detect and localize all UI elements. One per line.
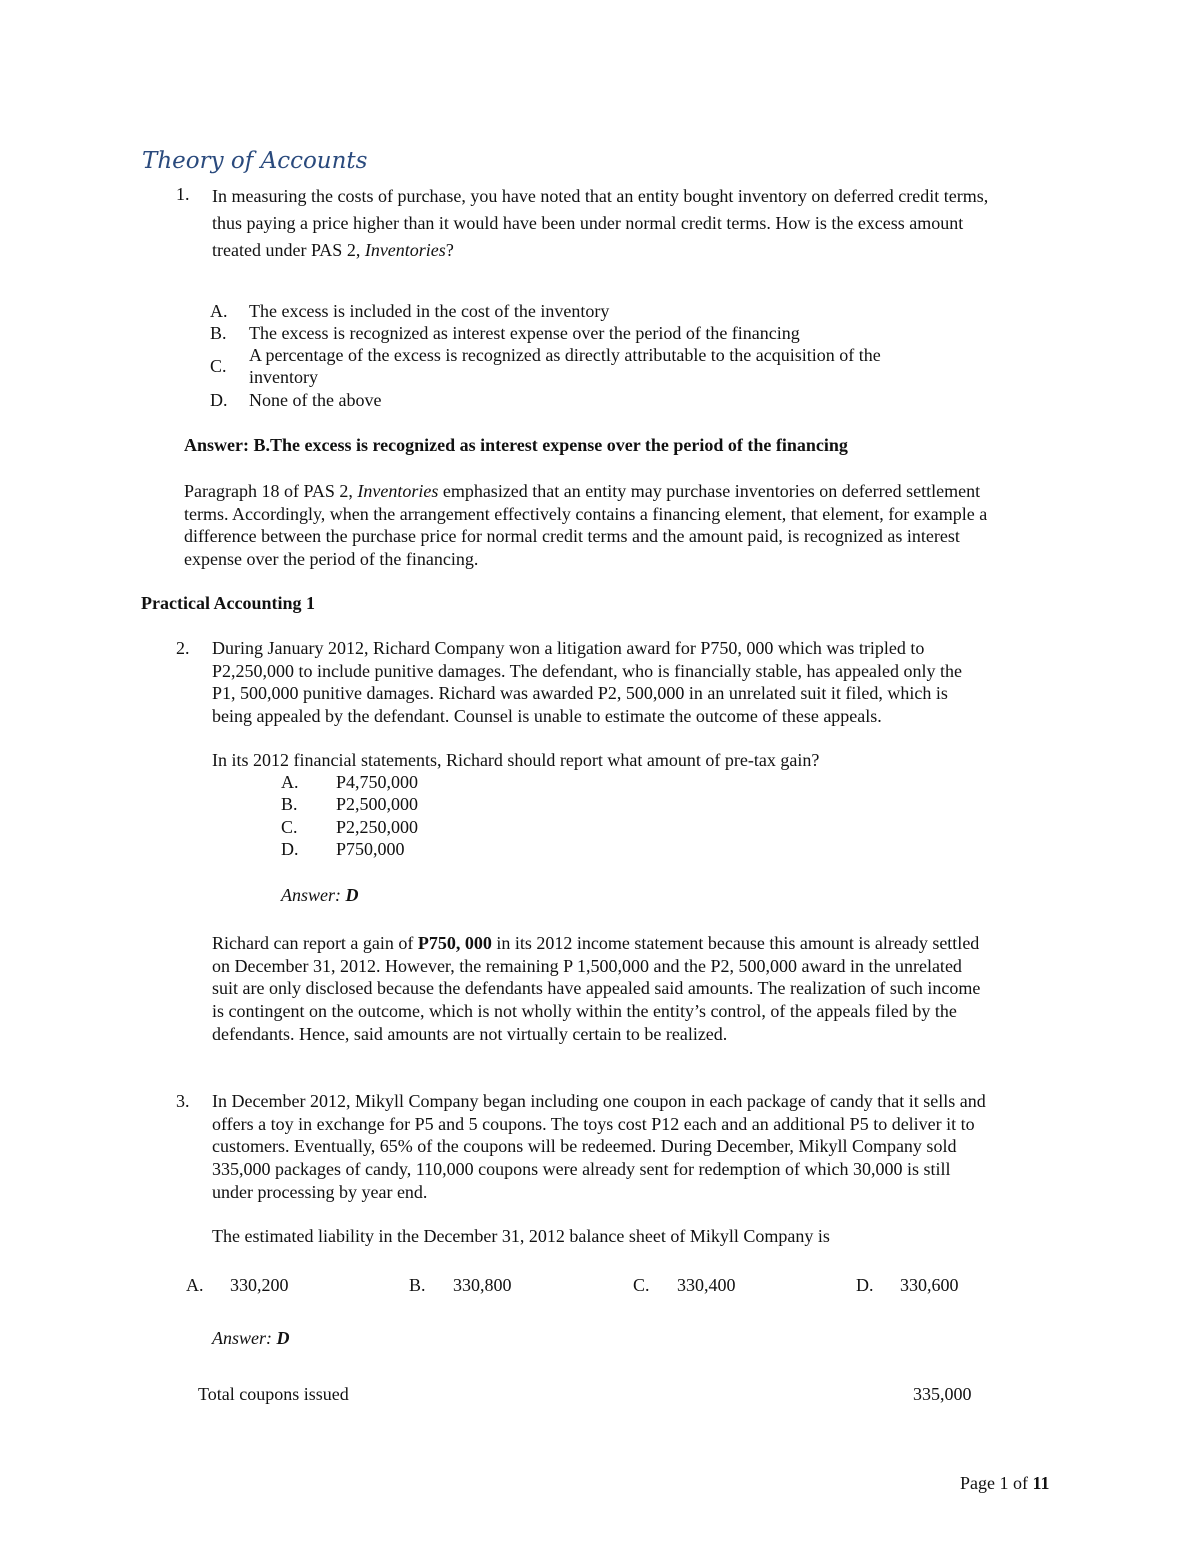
q2-option-c-letter: C. [281,817,298,837]
page-number: Page 1 of 11 [960,1473,1050,1493]
q1-option-b: The excess is recognized as interest expense over the period of the financing [249,323,800,343]
q3-option-b-letter: B. [409,1275,426,1295]
q3-number: 3. [176,1091,190,1111]
q2-option-d: P750,000 [336,839,405,859]
q2-option-b: P2,500,000 [336,794,419,814]
q1-option-c: A percentage of the excess is recognized as directly attributable to the acquisition of the [249,345,881,365]
q1-explanation [184,480,987,571]
q2-question: In its 2012 financial statements, Richard should report what amount of pre-tax gain? [212,750,820,770]
q1-line: In measuring the costs of purchase, you have noted that an entity bought inventory on deferred credit terms, [212,186,989,206]
q1-option-c-letter: C. [210,356,227,376]
q1-explain-line: terms. Accordingly, when the arrangement effectively contains a financing element, that element, for example a [184,503,988,524]
q3-question: The estimated liability in the December 31, 2012 balance sheet of Mikyll Company is [212,1226,830,1246]
q1-option-a-letter: A. [210,301,228,321]
q3-option-a-letter: A. [186,1275,204,1295]
q1-text [212,183,988,264]
q1-line: treated under PAS 2, Inventories? [212,240,454,260]
q3-option-d: 330,600 [900,1275,959,1295]
q3-option-c-letter: C. [633,1275,650,1295]
q2-text [212,637,962,728]
q3-option-a: 330,200 [230,1275,289,1295]
q1-line: thus paying a price higher than it would have been under normal credit terms. How is the excess amount [212,213,964,233]
q2-explanation [212,932,980,1046]
q3-table-value: 335,000 [913,1384,972,1404]
q2-number: 2. [176,638,190,658]
q1-explain-line: Paragraph 18 of PAS 2, Inventories emphasized that an entity may purchase inventories on deferred settlement [184,481,981,501]
section-title-theory: Theory of Accounts [142,148,368,174]
section-title-practical: Practical Accounting 1 [141,593,315,613]
q2-explain-line: defendants. Hence, said amounts are not virtually certain to be realized. [212,1023,728,1044]
q1-option-c-cont: inventory [249,367,318,387]
q2-explain-line: suit are only disclosed because the defendants have appealed said amounts. The realization of such income [212,978,981,999]
q1-number: 1. [176,184,190,204]
q3-answer: Answer: D [212,1328,290,1348]
q3-option-c: 330,400 [677,1275,736,1295]
q2-answer: Answer: D [281,885,359,905]
q1-option-a: The excess is included in the cost of the inventory [249,301,610,321]
q2-option-d-letter: D. [281,839,299,859]
q1-explain-line: difference between the purchase price for normal credit terms and the amount paid, is recognized as interest [184,526,960,547]
q1-option-d-letter: D. [210,390,228,410]
q2-option-b-letter: B. [281,794,298,814]
q2-explain-line: Richard can report a gain of P750, 000 in its 2012 income statement because this amount is already settled [212,933,980,953]
q3-text [212,1090,986,1204]
q3-line: under processing by year end. [212,1181,428,1202]
q3-line: offers a toy in exchange for P5 and 5 coupons. The toys cost P12 each and an additional P5 to deliver it to [212,1113,975,1134]
q3-option-b: 330,800 [453,1275,512,1295]
q1-answer: Answer: B.The excess is recognized as interest expense over the period of the financing [184,435,848,455]
q2-line: During January 2012, Richard Company won a litigation award for P750, 000 which was tripled to [212,638,925,658]
q3-line: customers. Eventually, 65% of the coupons will be redeemed. During December, Mikyll Company sold [212,1136,957,1157]
q3-line: 335,000 packages of candy, 110,000 coupons were already sent for redemption of which 30,000 is still [212,1159,951,1180]
q3-line: In December 2012, Mikyll Company began including one coupon in each package of candy that it sells and [212,1091,986,1111]
q2-option-c: P2,250,000 [336,817,419,837]
q2-line: P1, 500,000 punitive damages. Richard was awarded P2, 500,000 in an unrelated suit it filed, which is [212,683,948,704]
q2-option-a-letter: A. [281,772,299,792]
q2-option-a: P4,750,000 [336,772,419,792]
q2-explain-line: is contingent on the outcome, which is not wholly within the entity’s control, of the appeals filed by the [212,1001,957,1022]
q2-line: being appealed by the defendant. Counsel is unable to estimate the outcome of these appeals. [212,706,882,727]
q1-option-d: None of the above [249,390,382,410]
q1-explain-line: expense over the period of the financing. [184,549,479,570]
q2-explain-line: on December 31, 2012. However, the remaining P 1,500,000 and the P2, 500,000 award in the unrelated [212,955,962,976]
q3-table-label: Total coupons issued [198,1384,349,1404]
q1-option-b-letter: B. [210,323,227,343]
q3-option-d-letter: D. [856,1275,874,1295]
q2-line: P2,250,000 to include punitive damages. The defendant, who is financially stable, has appealed only the [212,660,962,681]
